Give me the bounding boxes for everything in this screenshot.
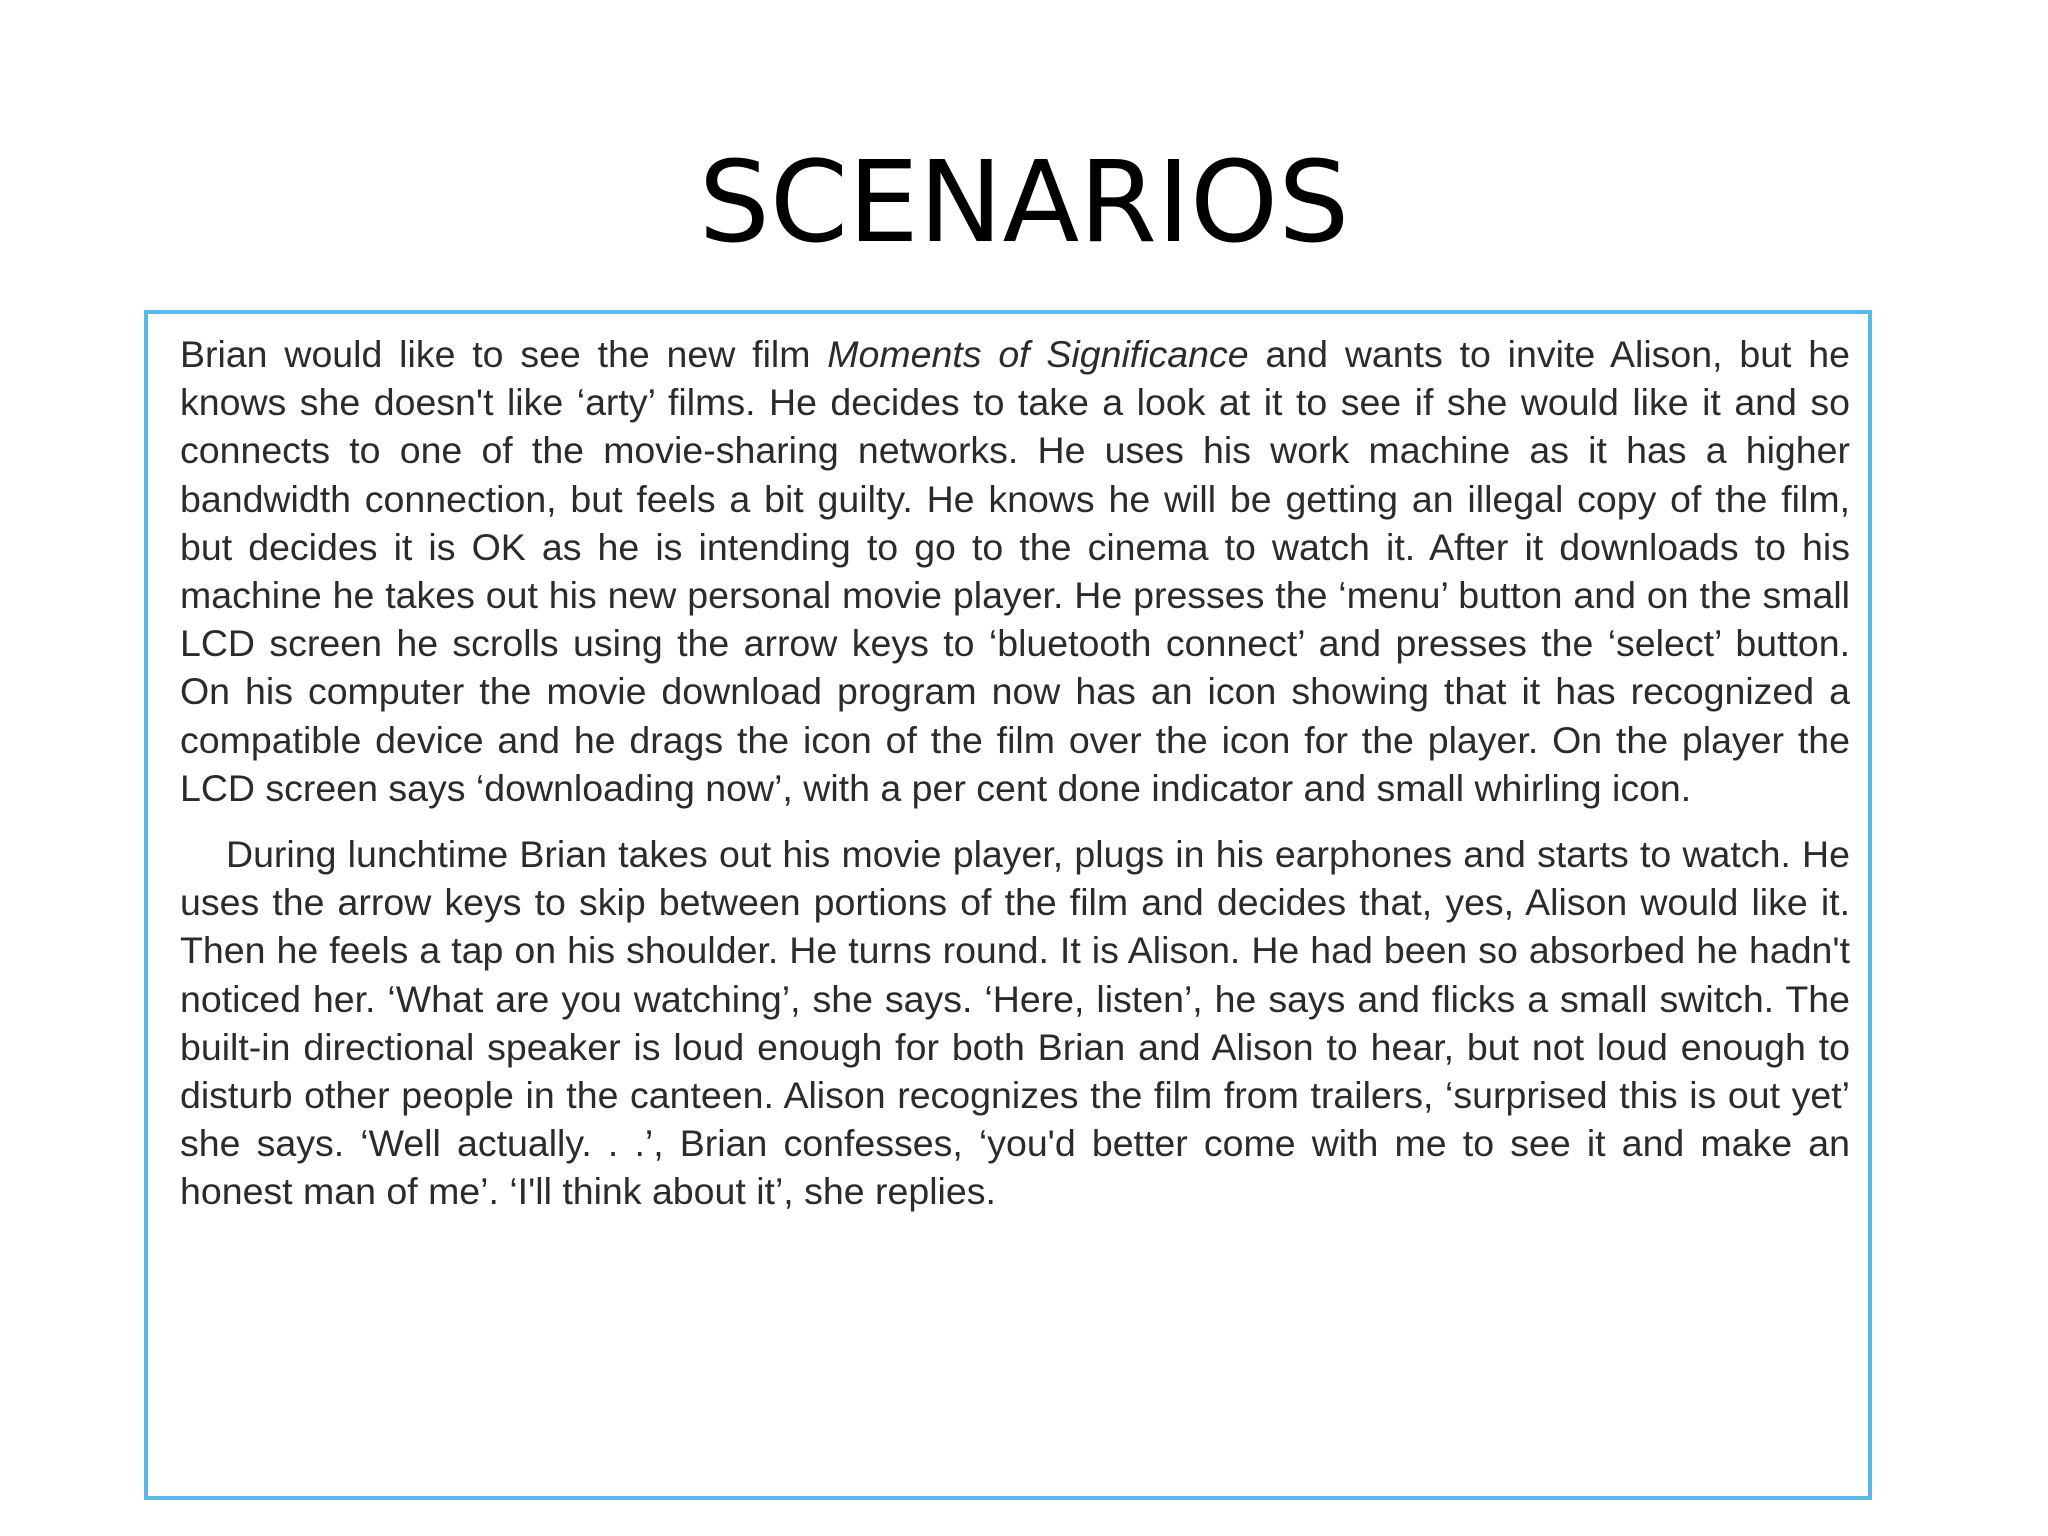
- paragraph-1-body: and wants to invite Alison, but he knows she doesn't like ‘arty’ films. He decides to take a look at it to see if she would like it and so connects to one of the movie-sharing networks. He uses his work machine as it has a higher bandwidth connection, but feels a bit guilty. He knows he will be getting an illegal copy of the film, but decides it is OK as he is intending to go to the cinema to watch it. After it downloads to his machine he takes out his new personal movie player. He presses the ‘menu’ button and on the small LCD screen he scrolls using the arrow keys to ‘bluetooth connect’ and presses the ‘select’ button. On his computer the movie download program now has an icon showing that it has recognized a compatible device and he drags the icon of the film over the icon for the player. On the player the LCD screen says ‘downloading now’, with a per cent done indicator and small whirling icon.: [180, 333, 1851, 809]
- paragraph-1-intro: Brian would like to see the new film: [180, 333, 828, 375]
- scenario-text: [180, 330, 1850, 1216]
- film-title: Moments of Significance: [827, 333, 1249, 375]
- scenario-paragraph-1: [180, 330, 1850, 812]
- slide-title: SCENARIOS: [698, 138, 1350, 268]
- scenario-text-box: [144, 310, 1872, 1500]
- scenario-paragraph-2: During lunchtime Brian takes out his movie player, plugs in his earphones and starts to watch. He uses the arrow keys to skip between portions of the film and decides that, yes, Alison would like it. Then he feels a tap on his shoulder. He turns round. It is Alison. He had been so absorbed he hadn't noticed her. ‘What are you watching’, she says. ‘Here, listen’, he says and flicks a small switch. The built-in directional speaker is loud enough for both Brian and Alison to hear, but not loud enough to disturb other people in the canteen. Alison recognizes the film from trailers, ‘surprised this is out yet’ she says. ‘Well actually. . .’, Brian confesses, ‘you'd better come with me to see it and make an honest man of me’. ‘I'll think about it’, she replies.: [180, 833, 1850, 1213]
